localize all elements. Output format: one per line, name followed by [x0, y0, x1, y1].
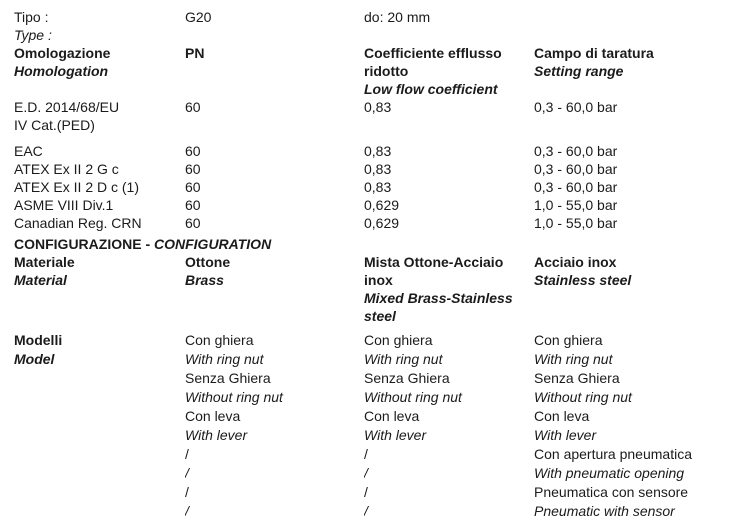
spec-table	[14, 8, 733, 521]
text-line	[364, 44, 534, 62]
text-line	[364, 98, 534, 116]
text-segment: Mixed Brass-Stainless	[364, 290, 513, 306]
text-line	[534, 483, 733, 502]
row-materiale	[14, 253, 733, 325]
row-atex-2dc-col-3	[364, 178, 534, 196]
text-line	[14, 98, 185, 116]
text-segment: /	[364, 465, 368, 481]
text-segment: Con ghiera	[364, 332, 433, 348]
row-ed-2014-68-eu	[14, 98, 733, 134]
row-modelli	[14, 331, 733, 521]
row-tipo-col-4	[534, 8, 733, 44]
text-line	[534, 253, 733, 271]
text-line	[185, 426, 364, 445]
text-segment: ASME VIII Div.1	[14, 197, 114, 213]
text-line	[14, 235, 733, 253]
text-line	[185, 464, 364, 483]
text-segment: Senza Ghiera	[185, 370, 271, 386]
text-segment: do: 20 mm	[364, 9, 431, 25]
text-segment: Tipo :	[14, 9, 49, 25]
text-segment: With ring nut	[364, 351, 443, 367]
text-segment: E.D. 2014/68/EU	[14, 99, 120, 115]
text-line	[14, 331, 185, 350]
text-line	[364, 502, 534, 521]
row-asme-col-2	[185, 196, 364, 214]
text-segment: Modelli	[14, 332, 63, 348]
text-segment: ridotto	[364, 63, 409, 79]
row-atex-2dc-col-1	[14, 178, 185, 196]
text-segment: ATEX Ex II 2 D c (1)	[14, 179, 139, 195]
text-line	[364, 307, 534, 325]
row-section-configurazione-col-1	[14, 235, 733, 253]
row-asme-col-4	[534, 196, 733, 214]
row-materiale-col-1	[14, 253, 185, 325]
row-atex-2dc-col-4	[534, 178, 733, 196]
text-segment: PN	[185, 45, 205, 61]
text-segment: Without ring nut	[534, 389, 632, 405]
text-line	[14, 44, 185, 62]
text-line	[185, 369, 364, 388]
text-segment: /	[364, 446, 368, 462]
text-line	[364, 196, 534, 214]
text-line	[534, 196, 733, 214]
row-canadian-crn-col-2	[185, 214, 364, 232]
text-segment: 0,3 - 60,0 bar	[534, 99, 618, 115]
row-atex-2gc	[14, 160, 733, 178]
text-segment: 1,0 - 55,0 bar	[534, 197, 618, 213]
text-segment: Con leva	[534, 408, 590, 424]
text-line	[364, 350, 534, 369]
text-line	[534, 426, 733, 445]
row-asme	[14, 196, 733, 214]
row-materiale-col-4	[534, 253, 733, 325]
text-line	[185, 502, 364, 521]
text-line	[185, 407, 364, 426]
text-line	[364, 445, 534, 464]
text-line	[185, 178, 364, 196]
text-line	[534, 98, 733, 116]
text-line	[185, 160, 364, 178]
text-line	[364, 331, 534, 350]
text-segment: Without ring nut	[185, 389, 283, 405]
text-segment: 60	[185, 215, 201, 231]
text-segment: Low flow coefficient	[364, 81, 498, 97]
row-materiale-col-2	[185, 253, 364, 325]
text-line	[364, 271, 534, 289]
text-line	[14, 214, 185, 232]
text-segment: Con ghiera	[534, 332, 603, 348]
row-ed-2014-68-eu-col-4	[534, 98, 733, 134]
text-line	[364, 80, 534, 98]
text-segment: Ottone	[185, 254, 231, 270]
text-segment: Acciaio inox	[534, 254, 617, 270]
text-segment: Mista Ottone-Acciaio	[364, 254, 504, 270]
text-line	[364, 426, 534, 445]
text-line	[364, 8, 534, 26]
text-segment: Brass	[185, 272, 224, 288]
text-segment: Senza Ghiera	[364, 370, 450, 386]
text-line	[14, 160, 185, 178]
text-segment: /	[364, 503, 368, 519]
row-modelli-col-1	[14, 331, 185, 521]
text-segment: Pneumatic with sensor	[534, 503, 675, 519]
text-line	[185, 196, 364, 214]
row-ed-2014-68-eu-col-1	[14, 98, 185, 134]
text-line	[14, 196, 185, 214]
text-line	[534, 214, 733, 232]
text-line	[534, 464, 733, 483]
text-segment: With lever	[534, 427, 597, 443]
text-segment: Material	[14, 272, 67, 288]
text-line	[364, 369, 534, 388]
text-segment: Con ghiera	[185, 332, 254, 348]
row-header-omologazione-col-3	[364, 44, 534, 98]
text-segment: IV Cat.(PED)	[14, 117, 95, 133]
text-line	[14, 142, 185, 160]
text-segment: inox	[364, 272, 393, 288]
text-segment: Homologation	[14, 63, 109, 79]
text-line	[185, 8, 364, 26]
row-header-omologazione-col-4	[534, 44, 733, 98]
row-tipo-col-1	[14, 8, 185, 44]
text-segment: With lever	[364, 427, 427, 443]
row-section-configurazione	[14, 235, 733, 253]
text-segment: Coefficiente efflusso	[364, 45, 502, 61]
text-segment: Con leva	[364, 408, 420, 424]
text-line	[534, 331, 733, 350]
text-segment: Setting range	[534, 63, 624, 79]
text-segment: EAC	[14, 143, 43, 159]
row-eac-col-1	[14, 142, 185, 160]
text-line	[534, 502, 733, 521]
row-ed-2014-68-eu-col-2	[185, 98, 364, 134]
text-line	[14, 350, 185, 369]
row-atex-2dc	[14, 178, 733, 196]
text-line	[14, 271, 185, 289]
text-segment: CONFIGURATION	[154, 236, 272, 252]
text-line	[364, 464, 534, 483]
text-line	[534, 350, 733, 369]
text-segment: Materiale	[14, 254, 75, 270]
text-segment: With ring nut	[185, 351, 264, 367]
text-line	[364, 388, 534, 407]
text-segment: Con leva	[185, 408, 241, 424]
text-line	[185, 214, 364, 232]
text-segment: /	[185, 484, 189, 500]
text-segment: 0,3 - 60,0 bar	[534, 179, 618, 195]
text-segment: Campo di taratura	[534, 45, 654, 61]
text-line	[185, 142, 364, 160]
row-header-omologazione-col-2	[185, 44, 364, 98]
text-segment: Senza Ghiera	[534, 370, 620, 386]
text-line	[14, 253, 185, 271]
text-segment: CONFIGURAZIONE -	[14, 236, 154, 252]
text-line	[14, 116, 185, 134]
text-segment: Without ring nut	[364, 389, 462, 405]
text-line	[185, 253, 364, 271]
text-segment: With ring nut	[534, 351, 613, 367]
text-line	[364, 407, 534, 426]
text-line	[185, 98, 364, 116]
text-segment: 0,629	[364, 197, 400, 213]
row-tipo-col-2	[185, 8, 364, 44]
text-segment: 60	[185, 143, 201, 159]
row-atex-2gc-col-4	[534, 160, 733, 178]
text-line	[534, 62, 733, 80]
row-asme-col-1	[14, 196, 185, 214]
text-line	[185, 271, 364, 289]
text-line	[534, 407, 733, 426]
text-segment: With pneumatic opening	[534, 465, 685, 481]
text-line	[534, 142, 733, 160]
text-segment: /	[185, 503, 189, 519]
text-segment: 0,629	[364, 215, 400, 231]
row-modelli-col-3	[364, 331, 534, 521]
row-eac	[14, 142, 733, 160]
row-materiale-col-3	[364, 253, 534, 325]
text-line	[14, 62, 185, 80]
text-segment: 0,3 - 60,0 bar	[534, 161, 618, 177]
text-segment: 1,0 - 55,0 bar	[534, 215, 618, 231]
text-line	[364, 253, 534, 271]
text-segment: ATEX Ex II 2 G c	[14, 161, 119, 177]
text-line	[14, 8, 185, 26]
text-line	[534, 369, 733, 388]
text-segment: 0,83	[364, 161, 392, 177]
text-segment: Omologazione	[14, 45, 111, 61]
text-line	[364, 178, 534, 196]
text-segment: Pneumatica con sensore	[534, 484, 689, 500]
text-line	[364, 289, 534, 307]
row-canadian-crn	[14, 214, 733, 232]
text-line	[364, 62, 534, 80]
row-canadian-crn-col-1	[14, 214, 185, 232]
text-line	[185, 331, 364, 350]
row-header-omologazione	[14, 44, 733, 98]
text-segment: 0,83	[364, 179, 392, 195]
text-segment: Stainless steel	[534, 272, 632, 288]
row-modelli-col-2	[185, 331, 364, 521]
text-line	[14, 178, 185, 196]
text-line	[364, 214, 534, 232]
text-line	[364, 160, 534, 178]
row-tipo-col-3	[364, 8, 534, 44]
text-segment: 60	[185, 179, 201, 195]
row-atex-2gc-col-2	[185, 160, 364, 178]
text-segment: /	[364, 484, 368, 500]
text-segment: 60	[185, 161, 201, 177]
row-asme-col-3	[364, 196, 534, 214]
row-canadian-crn-col-4	[534, 214, 733, 232]
text-line	[534, 388, 733, 407]
text-segment: 0,83	[364, 143, 392, 159]
row-header-omologazione-col-1	[14, 44, 185, 98]
text-line	[534, 44, 733, 62]
text-segment: Con apertura pneumatica	[534, 446, 692, 462]
row-atex-2dc-col-2	[185, 178, 364, 196]
text-segment: With lever	[185, 427, 248, 443]
row-tipo	[14, 8, 733, 44]
text-segment: steel	[364, 308, 396, 324]
row-modelli-col-4	[534, 331, 733, 521]
text-line	[185, 388, 364, 407]
row-eac-col-4	[534, 142, 733, 160]
row-eac-col-2	[185, 142, 364, 160]
text-line	[534, 178, 733, 196]
row-atex-2gc-col-3	[364, 160, 534, 178]
text-segment: 0,83	[364, 99, 392, 115]
text-segment: G20	[185, 9, 212, 25]
text-segment: 0,3 - 60,0 bar	[534, 143, 618, 159]
text-segment: 60	[185, 197, 201, 213]
text-segment: Type :	[14, 27, 52, 43]
row-canadian-crn-col-3	[364, 214, 534, 232]
row-atex-2gc-col-1	[14, 160, 185, 178]
text-line	[364, 142, 534, 160]
text-line	[534, 271, 733, 289]
text-segment: /	[185, 465, 189, 481]
text-segment: 60	[185, 99, 201, 115]
text-line	[364, 483, 534, 502]
text-line	[185, 445, 364, 464]
text-segment: /	[185, 446, 189, 462]
text-segment: Model	[14, 351, 55, 367]
text-line	[185, 44, 364, 62]
text-line	[534, 445, 733, 464]
text-line	[185, 350, 364, 369]
text-segment: Canadian Reg. CRN	[14, 215, 142, 231]
row-ed-2014-68-eu-col-3	[364, 98, 534, 134]
text-line	[185, 483, 364, 502]
text-line	[14, 26, 185, 44]
text-line	[534, 160, 733, 178]
row-eac-col-3	[364, 142, 534, 160]
